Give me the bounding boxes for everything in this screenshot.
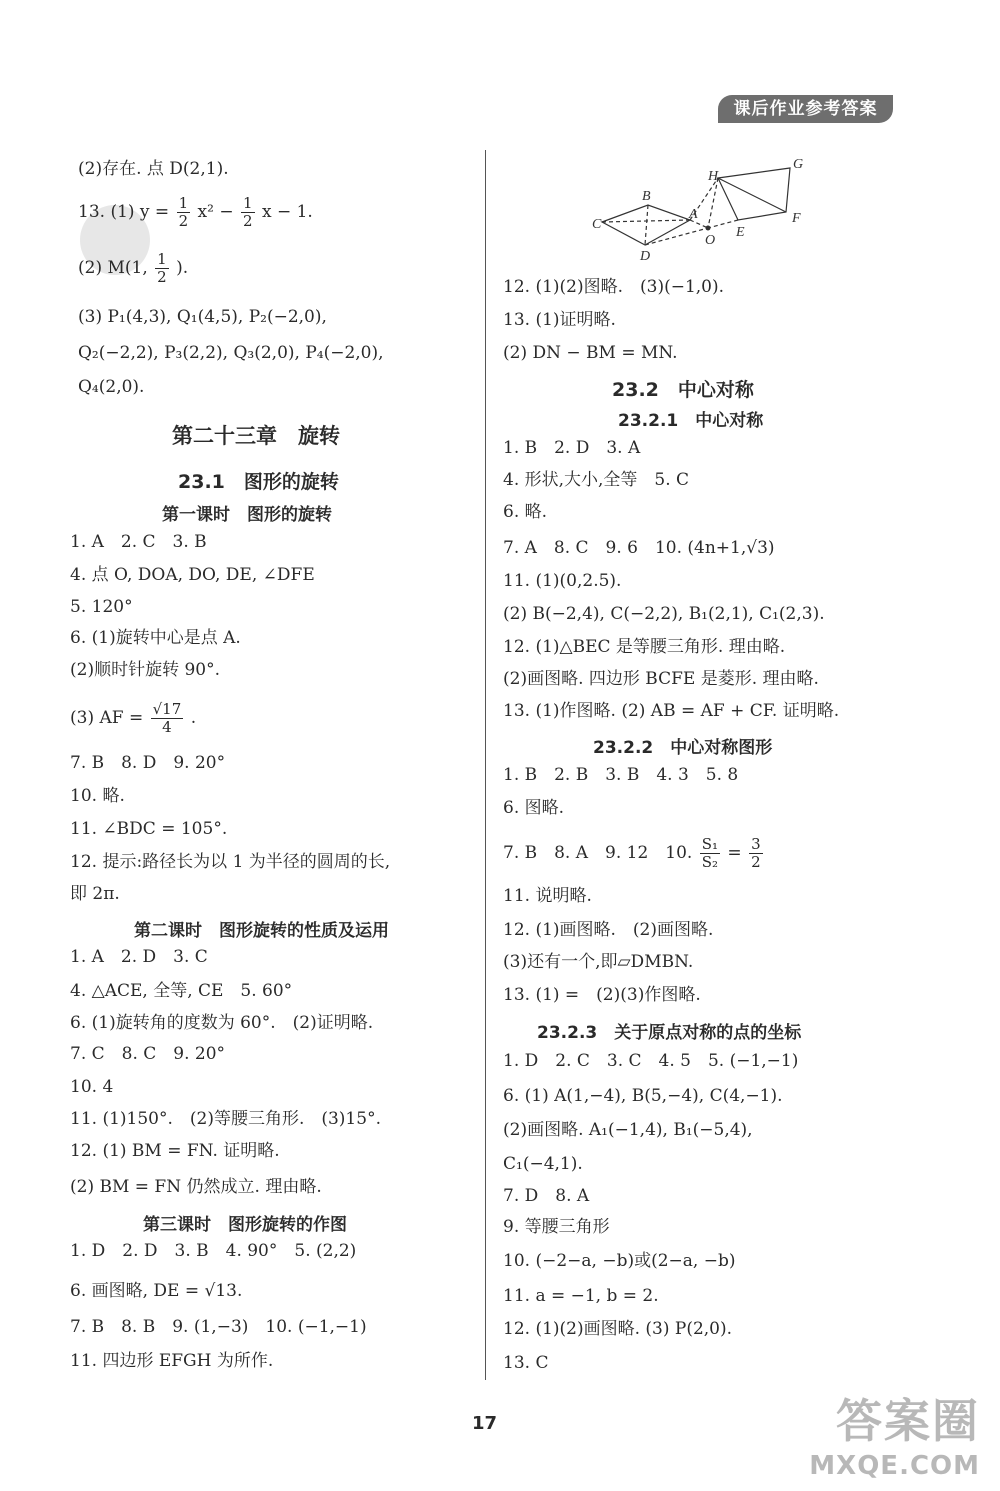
quad-cbad xyxy=(602,205,690,245)
answer-line: 4. 点 O, DOA, DO, DE, ∠DFE xyxy=(70,565,315,585)
fraction: $\frac{1}{2}$ xyxy=(157,250,167,286)
answer-line: (2)存在. 点 D(2,1). xyxy=(78,159,229,179)
answer-line: 10. 4 xyxy=(70,1077,114,1097)
answer-line: (3) P₁(4,3), Q₁(4,5), P₂(−2,0), xyxy=(78,307,327,327)
answer-line: (2)画图略. A₁(−1,4), B₁(−5,4), xyxy=(503,1120,753,1140)
answer-line: (2) B(−2,4), C(−2,2), B₁(2,1), C₁(2,3). xyxy=(503,604,825,624)
answer-line: 9. 等腰三角形 xyxy=(503,1217,610,1237)
fraction: $\frac{√17}{4}$ xyxy=(152,700,182,736)
answer-line: 1. D 2. C 3. C 4. 5 5. (−1,−1) xyxy=(503,1051,799,1071)
answer-line: 7. D 8. A xyxy=(503,1186,590,1206)
answer-line: 7. B 8. D 9. 20° xyxy=(70,753,226,773)
answer-line: 7. C 8. C 9. 20° xyxy=(70,1044,226,1064)
answer-line: 13. C xyxy=(503,1353,549,1373)
answer-line: 11. ∠BDC = 105°. xyxy=(70,819,228,839)
figure-label: H xyxy=(708,169,719,184)
answer-line-e7: 7. B 8. A 9. 12 10. $\frac{\text{S₁}}{\text{S₂}}$ = $\frac{3}{2}$ xyxy=(503,835,761,871)
answer-line: 13. (1)作图略. (2) AB = AF + CF. 证明略. xyxy=(503,701,840,721)
answer-line: 10. 略. xyxy=(70,786,125,806)
answer-line-13-1: 13. (1) y = $\frac{1}{2}$ x² − $\frac{1}{2}$ x − 1. xyxy=(78,194,313,230)
figure-label: G xyxy=(793,157,804,172)
column-divider xyxy=(485,150,486,1380)
answer-line: 6. (1) A(1,−4), B(5,−4), C(4,−1). xyxy=(503,1086,783,1106)
watermark-logo-text: 答案圈 xyxy=(836,1394,980,1448)
answer-line: 6. 略. xyxy=(503,502,548,522)
answer-line: 1. B 2. D 3. A xyxy=(503,438,641,458)
answer-line: 13. (1)证明略. xyxy=(503,310,616,330)
fraction: $\frac{3}{2}$ xyxy=(751,835,761,871)
fraction: $\frac{\text{S₁}}{\text{S₂}}$ xyxy=(701,835,719,871)
center-point-o xyxy=(706,226,711,231)
lesson-title: 第一课时 图形的旋转 xyxy=(162,505,332,525)
rotation-figure xyxy=(590,150,840,265)
answer-line: 6. 图略. xyxy=(503,798,565,818)
answer-line: 11. (1)150°. (2)等腰三角形. (3)15°. xyxy=(70,1109,381,1129)
figure-label: O xyxy=(705,233,716,248)
lesson-title: 第三课时 图形旋转的作图 xyxy=(143,1215,347,1235)
section-title: 23.1 图形的旋转 xyxy=(178,471,339,493)
answer-line: 5. 120° xyxy=(70,597,133,617)
answer-line: 1. A 2. D 3. C xyxy=(70,947,208,967)
answer-line: (3)还有一个,即▱DMBN. xyxy=(503,952,694,972)
figure-label: D xyxy=(640,249,651,264)
answer-line: C₁(−4,1). xyxy=(503,1154,583,1174)
answer-line: 11. 说明略. xyxy=(503,886,592,906)
answer-line: 7. B 8. B 9. (1,−3) 10. (−1,−1) xyxy=(70,1317,367,1337)
answer-line: 即 2π. xyxy=(70,884,120,904)
answer-line: 1. A 2. C 3. B xyxy=(70,532,207,552)
figure-label: E xyxy=(736,225,745,240)
answer-line: Q₂(−2,2), P₃(2,2), Q₃(2,0), P₄(−2,0), xyxy=(78,343,384,363)
figure-label: A xyxy=(689,207,698,222)
answer-line: 12. 提示:路径长为以 1 为半径的圆周的长, xyxy=(70,852,391,872)
chapter-title: 第二十三章 旋转 xyxy=(172,424,340,448)
answer-line: 12. (1)(2)画图略. (3) P(2,0). xyxy=(503,1319,733,1339)
answer-line: 13. (1) = (2)(3)作图略. xyxy=(503,985,701,1005)
lesson-title: 第二课时 图形旋转的性质及运用 xyxy=(134,921,389,941)
answer-line: (2) DN − BM = MN. xyxy=(503,343,678,363)
figure-label: F xyxy=(792,211,801,226)
quad-hgfe xyxy=(718,168,790,220)
watermark-url: MXQE.COM xyxy=(809,1451,980,1481)
fraction: $\frac{1}{2}$ xyxy=(243,194,253,230)
section-title: 23.2 中心对称 xyxy=(612,379,754,401)
answer-line: 4. △ACE, 全等, CE 5. 60° xyxy=(70,981,293,1001)
answer-line-13-2: (2) M(1, $\frac{1}{2}$ ). xyxy=(78,250,189,286)
page-number: 17 xyxy=(472,1413,498,1434)
answer-line: 11. a = −1, b = 2. xyxy=(503,1286,659,1306)
answer-line: 12. (1)△BEC 是等腰三角形. 理由略. xyxy=(503,637,786,657)
subsection-title: 23.2.3 关于原点对称的点的坐标 xyxy=(537,1023,802,1043)
answer-line: 10. (−2−a, −b)或(2−a, −b) xyxy=(503,1251,736,1271)
answer-line: 12. (1)画图略. (2)画图略. xyxy=(503,920,714,940)
answer-line-6-3: (3) AF = $\frac{√17}{4}$ . xyxy=(70,700,197,736)
answer-line: 11. (1)(0,2.5). xyxy=(503,571,622,591)
subsection-title: 23.2.2 中心对称图形 xyxy=(593,738,773,758)
answer-line: Q₄(2,0). xyxy=(78,377,145,397)
subsection-title: 23.2.1 中心对称 xyxy=(618,411,764,431)
answer-line: 12. (1) BM = FN. 证明略. xyxy=(70,1141,280,1161)
header-tab: 课后作业参考答案 xyxy=(718,95,893,123)
figure-label: C xyxy=(592,217,602,232)
answer-line: 1. B 2. B 3. B 4. 3 5. 8 xyxy=(503,765,739,785)
answer-line: 7. A 8. C 9. 6 10. (4n+1,√3) xyxy=(503,538,775,558)
answer-line: (2)顺时针旋转 90°. xyxy=(70,660,221,680)
answer-line: 6. 画图略, DE = √13. xyxy=(70,1281,243,1301)
answer-line: 12. (1)(2)图略. (3)(−1,0). xyxy=(503,277,725,297)
answer-line: 4. 形状,大小,全等 5. C xyxy=(503,470,690,490)
answer-line: 6. (1)旋转中心是点 A. xyxy=(70,628,241,648)
site-watermark xyxy=(809,1385,980,1481)
answer-line: 11. 四边形 EFGH 为所作. xyxy=(70,1351,274,1371)
answer-line: 6. (1)旋转角的度数为 60°. (2)证明略. xyxy=(70,1013,374,1033)
answer-line: (2) BM = FN 仍然成立. 理由略. xyxy=(70,1177,322,1197)
figure-label: B xyxy=(642,189,651,204)
answer-line: (2)画图略. 四边形 BCFE 是菱形. 理由略. xyxy=(503,669,819,689)
fraction: $\frac{1}{2}$ xyxy=(178,194,189,230)
answer-line: 1. D 2. D 3. B 4. 90° 5. (2,2) xyxy=(70,1241,357,1261)
